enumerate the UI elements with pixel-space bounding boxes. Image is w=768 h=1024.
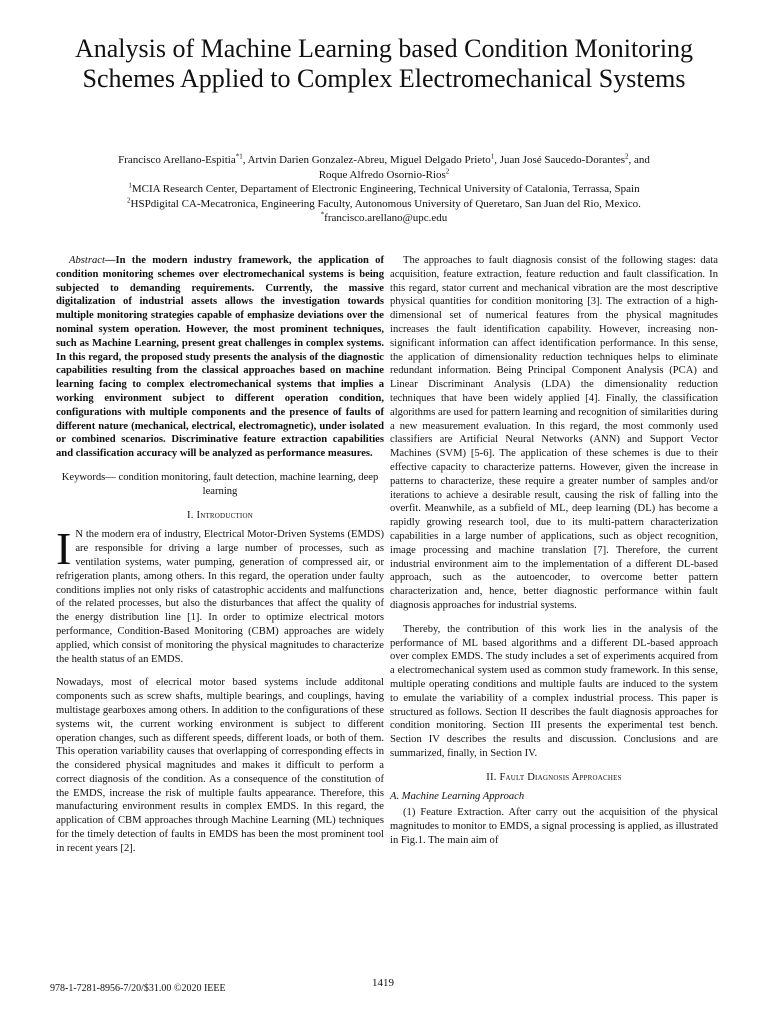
affiliation-1: $^1$MCIA Research Center, Departament of Electronic Engineering, Technical University of Catalonia, Terrassa, Spain <box>128 181 640 195</box>
paper-title: Analysis of Machine Learning based Condition Monitoring Schemes Applied to Complex Electromechanical Systems <box>74 34 694 93</box>
keywords: Keywords— condition monitoring, fault detection, machine learning, deep learning <box>61 471 379 497</box>
intro-paragraph-1: IN the modern era of industry, Electrical Motor-Driven Systems (EMDS) are responsible for driving a large number of processes, such as ventilation systems, water pumping, generation of compressed air, or refrigeration plants, among others. In this regard, the operation under faulty conditions implies not only risks of catastrophic accidents and malfunctions of the related processes, but also the disturbances that affect the quality of the energy distribution line [1]. In order to optimize electrical motors performance, Condition-Based Monitoring (CBM) approaches are widely applied, which consist of monitoring the physical magnitudes to characterize the health status of an EMDS. <box>56 523 384 665</box>
subsection-heading-ml: A. Machine Learning Approach <box>390 791 525 803</box>
author-line-1: Francisco Arellano-Espitia$^{*1}$, Artvin Darien Gonzalez-Abreu, Miguel Delgado Prieto$^1$, Juan José Saucedo-Dorantes$^2$, and <box>118 152 650 166</box>
abstract-label: Abstract <box>69 255 105 266</box>
section-heading-introduction: I. Introduction <box>187 509 253 521</box>
left-column <box>56 254 384 866</box>
body-paragraph-1: The approaches to fault diagnosis consist of the following stages: data acquisition, feature extraction, feature reduction and fault classification. In this regard, stator current and mechanical vibration are the most descriptive physical quantities for condition monitoring [3]. The extraction of a high-dimensional set of numerical features from the physical magnitudes increases the fault identification capability. However, increasing non-significant information can affect identification performance. In this sense, the application of dimensionality reduction techniques helps to eliminate redundant information. Being Principal Component Analysis (PCA) and Linear Discriminant Analysis (LDA) the dimensionality reduction techniques that have been widely applied [4]. Finally, the classification algorithms are used for pattern learning and recognition of similarities during a new measurement evaluation. In this regard, the most commonly used classifiers are Artificial Neural Networks (ANN) and Support Vector Machines (SVM) [5-6]. The application of these schemes is due to their effective capacity to characterize patterns. However, given the increase in patterns to characterize, these require a greater number of samples and/or iterations to achieve a desirable result, causing the risk of falling into the overfit. Meanwhile, as a subfield of ML, deep learning (DL) has become a rapidly growing research tool, due to its multi-pattern characterization capabilities in a large number of applications, such as object recognition, image processing and machine translation [7]. Therefore, the current industrial environment aim to the implementation of a different DL-based approach, such as the autoencoder, to overcome better pattern characterization and, hence, better diagnostic performance within fault diagnosis approaches for industrial systems. <box>390 255 718 611</box>
body-paragraph-3: (1) Feature Extraction. After carry out the acquisition of the physical magnitudes to monitor to EMDS, a signal processing is applied, as illustrated in Fig.1. The main aim of <box>390 807 718 846</box>
author-line-2: Roque Alfredo Osornio-Rios$^2$ <box>318 166 450 181</box>
body-paragraph-2: Thereby, the contribution of this work lies in the analysis of the performance of ML based algorithms and a different DL-based approach over complex EMDS. The study includes a set of experiments acquired from a electromechanical system used as common study framework. In this sense, multiple operating conditions and multiple faults are induced to the system to emulate the variability of a complex industrial process. This paper is structured as follows. Section II describes the fault diagnosis approaches for condition monitoring. Section III presents the experimental test bench. Section IV describes the results and discussion. Conclusions and are summarized, finally, in Section IV. <box>390 623 718 759</box>
author-block <box>40 153 728 226</box>
copyright-footer: 978-1-7281-8956-7/20/$31.00 ©2020 IEEE <box>50 983 226 994</box>
right-column <box>390 254 718 858</box>
affiliation-2: $^2$HSPdigital CA-Mecatronica, Engineering Faculty, Autonomous University of Queretaro, San Juan del Rio, Mexico. <box>127 195 641 210</box>
page-number: 1419 <box>372 977 394 989</box>
abstract-text: —In the modern industry framework, the application of condition monitoring schemes over electromechanical systems is being subjected to demanding requirements. Currently, the massive digitalization of industrial assets allows the investigation towards multiple monitoring strategies capable of emphasize deviations over the nominal system operation. However, the most prominent techniques, such as Machine Learning, present great challenges in complex systems. In this regard, the proposed study presents the analysis of the diagnostic capabilities resulting from the classical approaches based on machine learning facing to complex electromechanical systems that implies a working environment subject to different operation condition, configurations with multiple components and the presence of faults of different nature (mechanical, electrical, electromagnetic), under isolated or combined scenarios. Discriminative feature extraction capabilities and classification accuracy will be analyzed as performance measures. <box>56 255 384 460</box>
abstract <box>56 254 384 461</box>
section-heading-fault-diagnosis: II. Fault Diagnosis Approaches <box>486 771 622 783</box>
intro-paragraph-2: Nowadays, most of elecrical motor based systems include additonal components such as screw shafts, multiple bearings, and couplings, having multistage gearboxes among others. In addition to the configurations of these systems wit, the current working environment is subject to different operation changes, such as different speeds, different loads, or both of them. This operation variability causes that overlapping of corresponding effects in the considered physical magnitudes and makes it difficult to perform a correct diagnosis of the condition. As a consequence of the constitution of the EMDS, increase the risk of multiple faults appearance. Therefore, this manufacturing environment results in complex EMDS. In this regard, the application of CBM approaches through Machine Learning (ML) techniques for the timely detection of faults in EMDS has been the most prominent tool in recent years [2]. <box>56 677 384 854</box>
author-email: *francisco.arellano@upc.edu <box>320 210 448 224</box>
